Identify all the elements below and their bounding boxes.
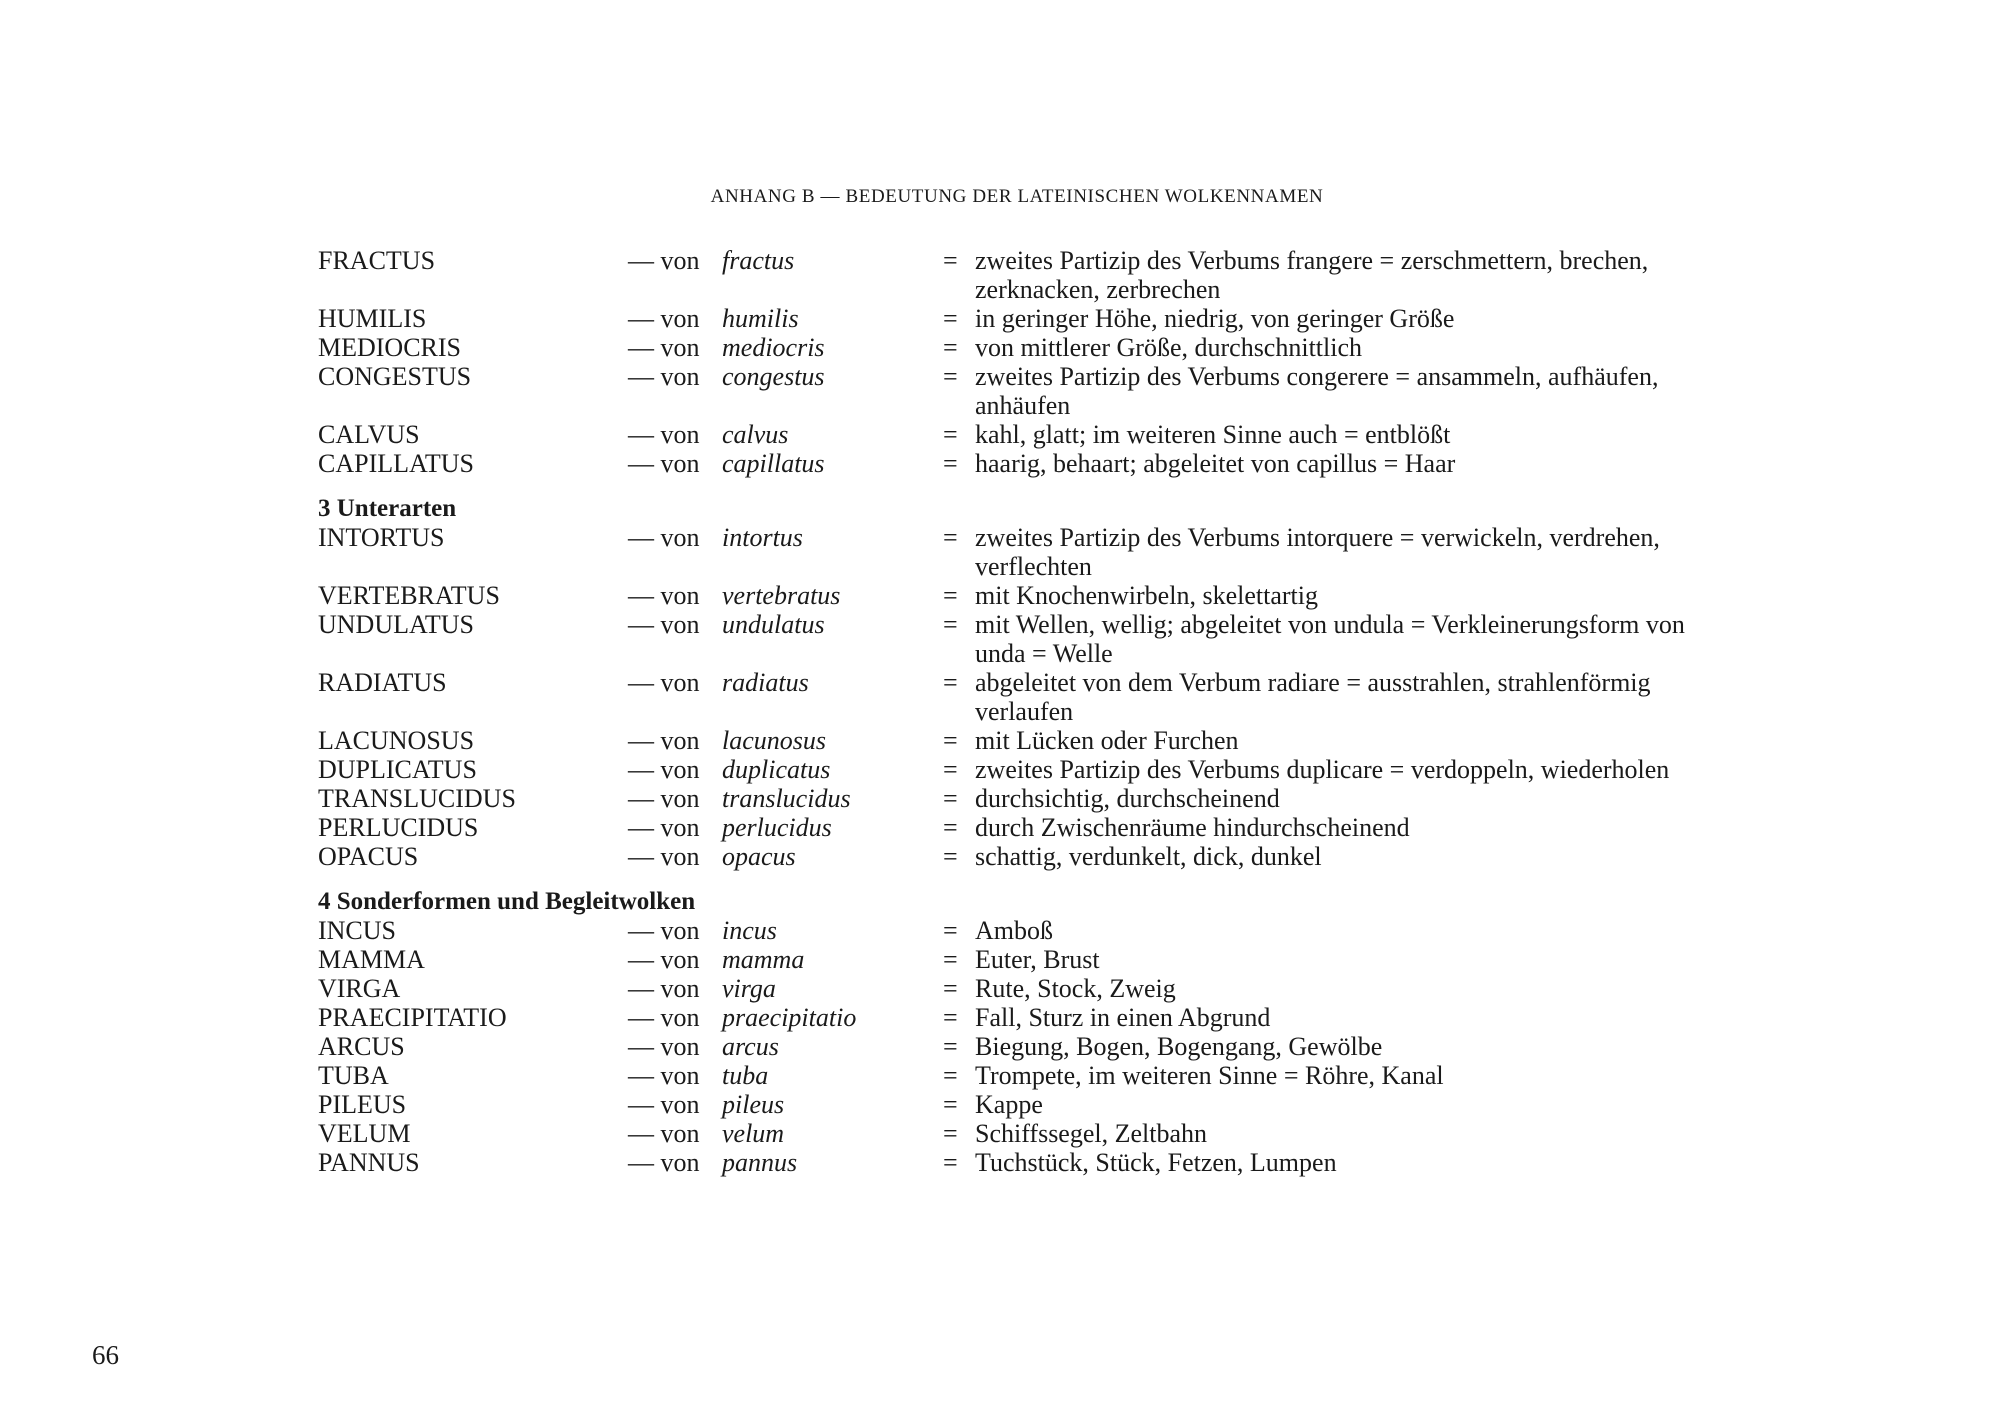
- page-number: 66: [92, 1340, 119, 1370]
- entry-term: TRANSLUCIDUS: [318, 784, 516, 813]
- entry-meaning: [943, 945, 1728, 974]
- entry-term: INCUS: [318, 916, 397, 945]
- entry-latin-origin: fractus: [722, 246, 795, 275]
- entry-latin-origin: pileus: [722, 1090, 785, 1119]
- entry-meaning: [943, 610, 1728, 668]
- equals-sign: =: [943, 362, 958, 391]
- entry-meaning: [943, 726, 1728, 755]
- entry-term: LACUNOSUS: [318, 726, 475, 755]
- entry-latin-origin: mediocris: [722, 333, 825, 362]
- entry-separator: — von: [628, 610, 700, 639]
- entry-meaning-text: zweites Partizip des Verbums congerere = ansammeln, aufhäufen, anhäufen: [975, 362, 1659, 420]
- entry-meaning-text: Amboß: [975, 916, 1053, 945]
- entry-meaning: [943, 974, 1728, 1003]
- glossary-entry: [318, 333, 1728, 362]
- entry-meaning: [943, 784, 1728, 813]
- equals-sign: =: [943, 1061, 958, 1090]
- entry-latin-origin: vertebratus: [722, 581, 841, 610]
- glossary-entry: [318, 1003, 1728, 1032]
- equals-sign: =: [943, 246, 958, 275]
- entry-meaning: [943, 813, 1728, 842]
- entry-meaning: [943, 1032, 1728, 1061]
- entry-separator: — von: [628, 726, 700, 755]
- entry-term: VELUM: [318, 1119, 411, 1148]
- entry-latin-origin: opacus: [722, 842, 796, 871]
- glossary-entry: [318, 1090, 1728, 1119]
- entry-separator: — von: [628, 362, 700, 391]
- entry-term: DUPLICATUS: [318, 755, 477, 784]
- entry-latin-origin: arcus: [722, 1032, 779, 1061]
- glossary-entry: [318, 974, 1728, 1003]
- equals-sign: =: [943, 668, 958, 697]
- entry-separator: — von: [628, 1119, 700, 1148]
- entry-latin-origin: incus: [722, 916, 777, 945]
- entry-meaning: [943, 304, 1728, 333]
- entry-term: PILEUS: [318, 1090, 407, 1119]
- section-heading: 3 Unterarten: [318, 495, 457, 522]
- entry-latin-origin: mamma: [722, 945, 805, 974]
- glossary-entry: [318, 813, 1728, 842]
- entry-meaning-text: mit Lücken oder Furchen: [975, 726, 1239, 755]
- entry-separator: — von: [628, 1148, 700, 1177]
- glossary-entry: [318, 945, 1728, 974]
- equals-sign: =: [943, 420, 958, 449]
- entry-latin-origin: tuba: [722, 1061, 769, 1090]
- entry-separator: — von: [628, 304, 700, 333]
- equals-sign: =: [943, 784, 958, 813]
- entry-term: MEDIOCRIS: [318, 333, 462, 362]
- entry-term: MAMMA: [318, 945, 425, 974]
- entry-meaning: [943, 1119, 1728, 1148]
- entry-meaning-text: Rute, Stock, Zweig: [975, 974, 1176, 1003]
- entry-separator: — von: [628, 668, 700, 697]
- entry-latin-origin: capillatus: [722, 449, 825, 478]
- entry-meaning-text: kahl, glatt; im weiteren Sinne auch = entblößt: [975, 420, 1451, 449]
- cloud-name-glossary: [318, 246, 1728, 1177]
- entry-meaning-text: mit Knochenwirbeln, skelettartig: [975, 581, 1318, 610]
- glossary-entry: [318, 668, 1728, 726]
- entry-meaning: [943, 246, 1728, 304]
- entry-meaning-text: schattig, verdunkelt, dick, dunkel: [975, 842, 1322, 871]
- entry-separator: — von: [628, 523, 700, 552]
- glossary-entry: [318, 581, 1728, 610]
- entry-separator: — von: [628, 246, 700, 275]
- entry-separator: — von: [628, 1003, 700, 1032]
- equals-sign: =: [943, 333, 958, 362]
- equals-sign: =: [943, 974, 958, 1003]
- glossary-entry: [318, 726, 1728, 755]
- equals-sign: =: [943, 726, 958, 755]
- entry-term: CAPILLATUS: [318, 449, 475, 478]
- entry-meaning: [943, 523, 1728, 581]
- glossary-entry: [318, 755, 1728, 784]
- entry-term: VIRGA: [318, 974, 401, 1003]
- entry-meaning-text: von mittlerer Größe, durchschnittlich: [975, 333, 1363, 362]
- equals-sign: =: [943, 581, 958, 610]
- entry-separator: — von: [628, 916, 700, 945]
- entry-meaning: [943, 449, 1728, 478]
- entry-term: CALVUS: [318, 420, 420, 449]
- glossary-entry: [318, 246, 1728, 304]
- entry-separator: — von: [628, 420, 700, 449]
- entry-meaning-text: haarig, behaart; abgeleitet von capillus = Haar: [975, 449, 1456, 478]
- glossary-group: [318, 246, 1728, 478]
- entry-meaning: [943, 1148, 1728, 1177]
- equals-sign: =: [943, 449, 958, 478]
- entry-meaning-text: Fall, Sturz in einen Abgrund: [975, 1003, 1271, 1032]
- entry-latin-origin: perlucidus: [722, 813, 832, 842]
- equals-sign: =: [943, 945, 958, 974]
- entry-meaning-text: Biegung, Bogen, Bogengang, Gewölbe: [975, 1032, 1383, 1061]
- entry-meaning-text: Euter, Brust: [975, 945, 1100, 974]
- entry-meaning: [943, 842, 1728, 871]
- entry-meaning: [943, 1090, 1728, 1119]
- equals-sign: =: [943, 1119, 958, 1148]
- glossary-entry: [318, 916, 1728, 945]
- entry-separator: — von: [628, 581, 700, 610]
- equals-sign: =: [943, 610, 958, 639]
- entry-latin-origin: velum: [722, 1119, 785, 1148]
- entry-meaning: [943, 1061, 1728, 1090]
- entry-separator: — von: [628, 842, 700, 871]
- equals-sign: =: [943, 1003, 958, 1032]
- glossary-entry: [318, 610, 1728, 668]
- equals-sign: =: [943, 813, 958, 842]
- entry-meaning-text: zweites Partizip des Verbums frangere = zerschmettern, brechen, zerknacken, zerbrechen: [975, 246, 1649, 304]
- entry-meaning: [943, 581, 1728, 610]
- equals-sign: =: [943, 523, 958, 552]
- glossary-entry: [318, 362, 1728, 420]
- equals-sign: =: [943, 304, 958, 333]
- entry-meaning-text: zweites Partizip des Verbums intorquere = verwickeln, verdrehen, verflechten: [975, 523, 1660, 581]
- entry-term: FRACTUS: [318, 246, 436, 275]
- entry-meaning-text: durch Zwischenräume hindurchscheinend: [975, 813, 1410, 842]
- entry-latin-origin: undulatus: [722, 610, 825, 639]
- entry-latin-origin: pannus: [722, 1148, 798, 1177]
- glossary-entry: [318, 1148, 1728, 1177]
- entry-separator: — von: [628, 1061, 700, 1090]
- glossary-entry: [318, 523, 1728, 581]
- entry-latin-origin: praecipitatio: [722, 1003, 857, 1032]
- running-header: ANHANG B — BEDEUTUNG DER LATEINISCHEN WOLKENNAMEN: [710, 186, 1324, 207]
- equals-sign: =: [943, 842, 958, 871]
- entry-latin-origin: intortus: [722, 523, 803, 552]
- entry-term: RADIATUS: [318, 668, 447, 697]
- entry-meaning-text: mit Wellen, wellig; abgeleitet von undula = Verkleinerungsform von unda = Welle: [975, 610, 1685, 668]
- entry-term: PRAECIPITATIO: [318, 1003, 507, 1032]
- entry-term: CONGESTUS: [318, 362, 472, 391]
- entry-latin-origin: virga: [722, 974, 776, 1003]
- entry-meaning-text: zweites Partizip des Verbums duplicare = verdoppeln, wiederholen: [975, 755, 1670, 784]
- section-heading: 4 Sonderformen und Begleitwolken: [318, 888, 696, 915]
- equals-sign: =: [943, 755, 958, 784]
- entry-separator: — von: [628, 755, 700, 784]
- entry-latin-origin: congestus: [722, 362, 825, 391]
- entry-latin-origin: duplicatus: [722, 755, 831, 784]
- entry-meaning: [943, 916, 1728, 945]
- entry-separator: — von: [628, 333, 700, 362]
- glossary-entry: [318, 1061, 1728, 1090]
- entry-meaning: [943, 362, 1728, 420]
- entry-separator: — von: [628, 1090, 700, 1119]
- entry-separator: — von: [628, 449, 700, 478]
- glossary-entry: [318, 449, 1728, 478]
- entry-meaning: [943, 333, 1728, 362]
- glossary-entry: [318, 842, 1728, 871]
- entry-meaning: [943, 1003, 1728, 1032]
- entry-term: HUMILIS: [318, 304, 427, 333]
- entry-term: OPACUS: [318, 842, 419, 871]
- glossary-entry: [318, 784, 1728, 813]
- entry-separator: — von: [628, 945, 700, 974]
- entry-separator: — von: [628, 974, 700, 1003]
- equals-sign: =: [943, 1148, 958, 1177]
- entry-separator: — von: [628, 813, 700, 842]
- entry-separator: — von: [628, 1032, 700, 1061]
- glossary-group: [318, 494, 1728, 871]
- entry-latin-origin: radiatus: [722, 668, 809, 697]
- entry-separator: — von: [628, 784, 700, 813]
- entry-meaning-text: Kappe: [975, 1090, 1043, 1119]
- entry-meaning: [943, 755, 1728, 784]
- glossary-entry: [318, 420, 1728, 449]
- entry-latin-origin: calvus: [722, 420, 789, 449]
- glossary-entry: [318, 1032, 1728, 1061]
- entry-meaning: [943, 668, 1728, 726]
- entry-term: INTORTUS: [318, 523, 445, 552]
- equals-sign: =: [943, 1032, 958, 1061]
- equals-sign: =: [943, 1090, 958, 1119]
- entry-term: TUBA: [318, 1061, 389, 1090]
- equals-sign: =: [943, 916, 958, 945]
- entry-latin-origin: lacunosus: [722, 726, 826, 755]
- entry-latin-origin: humilis: [722, 304, 799, 333]
- entry-term: ARCUS: [318, 1032, 405, 1061]
- entry-meaning-text: Trompete, im weiteren Sinne = Röhre, Kanal: [975, 1061, 1444, 1090]
- entry-term: UNDULATUS: [318, 610, 474, 639]
- glossary-group: [318, 887, 1728, 1177]
- entry-meaning-text: Tuchstück, Stück, Fetzen, Lumpen: [975, 1148, 1337, 1177]
- entry-meaning-text: Schiffssegel, Zeltbahn: [975, 1119, 1208, 1148]
- entry-meaning-text: abgeleitet von dem Verbum radiare = ausstrahlen, strahlenförmig verlaufen: [975, 668, 1651, 726]
- entry-meaning: [943, 420, 1728, 449]
- entry-meaning-text: durchsichtig, durchscheinend: [975, 784, 1280, 813]
- glossary-entry: [318, 304, 1728, 333]
- entry-term: PERLUCIDUS: [318, 813, 479, 842]
- glossary-entry: [318, 1119, 1728, 1148]
- entry-meaning-text: in geringer Höhe, niedrig, von geringer Größe: [975, 304, 1455, 333]
- entry-term: VERTEBRATUS: [318, 581, 500, 610]
- entry-latin-origin: translucidus: [722, 784, 851, 813]
- entry-term: PANNUS: [318, 1148, 420, 1177]
